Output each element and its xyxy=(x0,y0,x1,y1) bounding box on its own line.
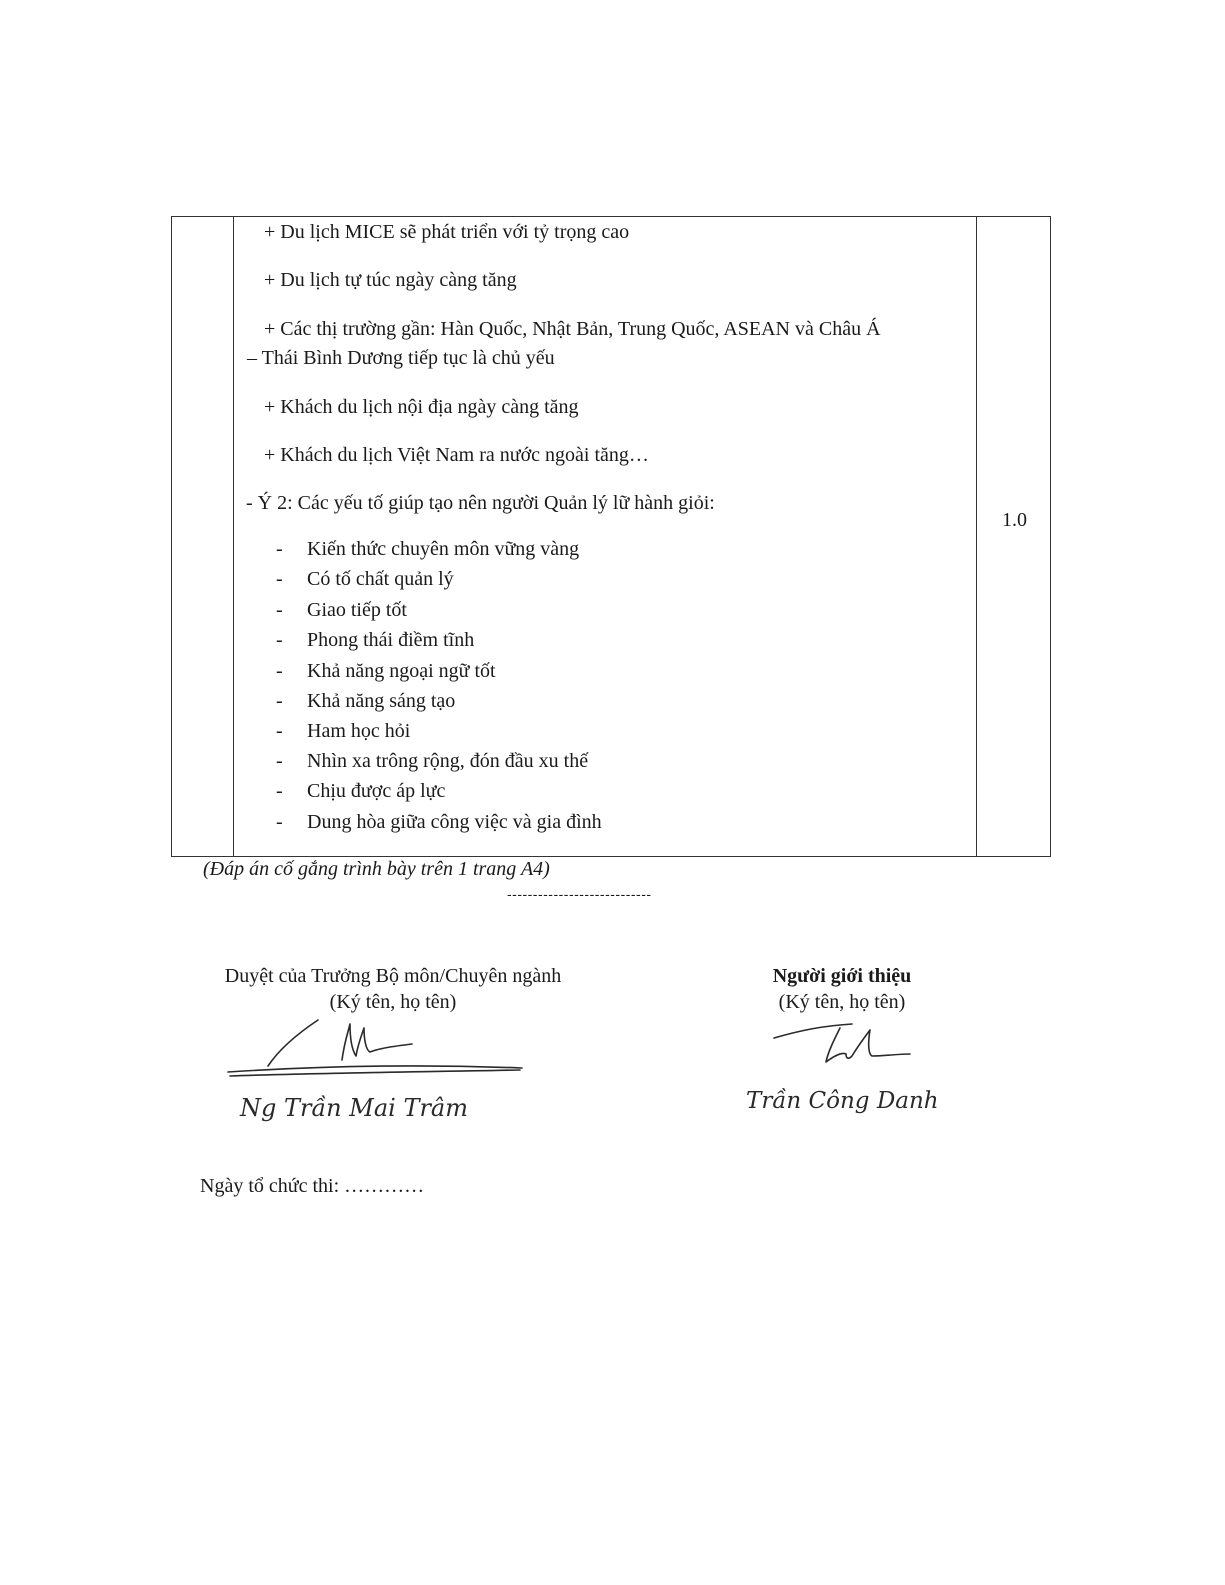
factor-text: Kiến thức chuyên môn vững vàng xyxy=(307,538,580,560)
page-note: (Đáp án cố gắng trình bày trên 1 trang A4) xyxy=(203,858,550,880)
bullet-dash: - xyxy=(276,690,283,712)
factor-text: Nhìn xa trông rộng, đón đầu xu thế xyxy=(307,750,589,772)
factor-text: Có tố chất quản lý xyxy=(307,568,454,590)
answer-content xyxy=(172,217,1050,856)
bullet-dash: - xyxy=(276,811,283,833)
answer-table xyxy=(171,216,1051,857)
bullet-dash: - xyxy=(276,538,283,560)
answer-line: + Khách du lịch Việt Nam ra nước ngoài tăng… xyxy=(264,444,649,466)
factor-text: Khả năng ngoại ngữ tốt xyxy=(307,660,496,682)
answer-line: + Du lịch MICE sẽ phát triển với tỷ trọng cao xyxy=(264,221,630,243)
factor-text: Phong thái điềm tĩnh xyxy=(307,629,475,651)
exam-date: Ngày tổ chức thi: ………… xyxy=(200,1175,425,1197)
answer-line: + Du lịch tự túc ngày càng tăng xyxy=(264,269,517,291)
introducer-block xyxy=(742,963,942,1015)
bullet-dash: - xyxy=(276,750,283,772)
approval-signer-name: Ng Trần Mai Trâm xyxy=(240,1094,468,1122)
factor-text: Khả năng sáng tạo xyxy=(307,690,456,712)
bullet-dash: - xyxy=(276,780,283,802)
factor-text: Ham học hỏi xyxy=(307,720,411,742)
factor-text: Dung hòa giữa công việc và gia đình xyxy=(307,811,602,833)
score-cell: 1.0 xyxy=(1002,509,1027,531)
answer-line: + Khách du lịch nội địa ngày càng tăng xyxy=(264,396,579,418)
introducer-signature xyxy=(742,1016,972,1134)
bullet-dash: - xyxy=(276,660,283,682)
introducer-title: Người giới thiệu xyxy=(772,965,912,987)
introducer-subtitle: (Ký tên, họ tên) xyxy=(778,991,906,1013)
approval-block xyxy=(198,963,588,1015)
approval-subtitle: (Ký tên, họ tên) xyxy=(329,991,457,1013)
approval-signature xyxy=(220,1010,540,1130)
bullet-dash: - xyxy=(276,720,283,742)
approval-title: Duyệt của Trưởng Bộ môn/Chuyên ngành xyxy=(224,965,562,987)
bullet-dash: - xyxy=(276,629,283,651)
bullet-dash: - xyxy=(276,568,283,590)
factor-text: Giao tiếp tốt xyxy=(307,599,407,621)
introducer-signer-name: Trần Công Danh xyxy=(746,1088,939,1114)
end-separator: ---------------------------- xyxy=(507,886,652,902)
answer-line: - Ý 2: Các yếu tố giúp tạo nên người Quản lý lữ hành giỏi: xyxy=(246,492,715,514)
bullet-dash: - xyxy=(276,599,283,621)
factor-text: Chịu được áp lực xyxy=(307,780,446,802)
answer-line: + Các thị trường gần: Hàn Quốc, Nhật Bản, Trung Quốc, ASEAN và Châu Á xyxy=(264,318,881,340)
answer-line: – Thái Bình Dương tiếp tục là chủ yếu xyxy=(247,347,555,369)
